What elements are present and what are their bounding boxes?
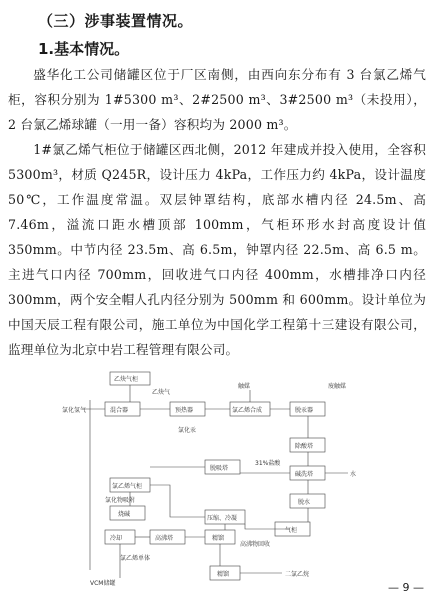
label-mixer: 混合器 bbox=[110, 407, 129, 414]
paragraph-1: 盛华化工公司储罐区位于厂区南侧，由西向东分布有 3 台氯乙烯气柜，容积分别为 1#5300 m³、2#2500 m³、3#2500 m³（未投用），2 台氯乙烯球罐（一用一备）容积均为 2000 m³。 bbox=[8, 67, 426, 132]
label-water: 水 bbox=[350, 471, 357, 478]
label-acid: 氯化汞 bbox=[178, 427, 197, 434]
label-dichloro: 二氯乙烷 bbox=[285, 571, 310, 578]
label-prereactor: 预热器 bbox=[175, 407, 194, 414]
label-degas: 脱水 bbox=[298, 499, 311, 506]
label-alkali: 碱洗塔 bbox=[295, 471, 314, 478]
label-vcm-out: VCM储罐 bbox=[90, 580, 116, 587]
label-desorber: 脱吸塔 bbox=[210, 465, 229, 472]
label-hcl-gas: 氯化氢气 bbox=[62, 407, 87, 414]
label-hcl31: 31%盐酸 bbox=[255, 460, 281, 467]
label-compressor: 压缩、冷凝 bbox=[207, 515, 238, 522]
label-acetylene: 乙炔气柜 bbox=[114, 376, 139, 383]
label-holder: 气柜 bbox=[285, 527, 298, 534]
label-rectify: 精馏 bbox=[217, 571, 230, 578]
label-lightend: 高沸物回收 bbox=[240, 541, 271, 548]
label-water-wash: 脱汞器 bbox=[295, 407, 314, 414]
label-storage-side: 氯化物吸附 bbox=[105, 497, 136, 504]
page-number: — 9 — bbox=[388, 581, 424, 594]
section-title: （三）涉事装置情况。 bbox=[38, 12, 194, 30]
label-cool: 冷却 bbox=[110, 535, 123, 542]
label-mercury: 废触媒 bbox=[328, 383, 347, 390]
label-dehydr: 除酸塔 bbox=[295, 443, 314, 450]
label-converter: 氯乙烯合成 bbox=[232, 407, 263, 414]
label-high-boil: 高沸塔 bbox=[155, 535, 174, 542]
label-acetylene-gas: 乙炔气 bbox=[152, 389, 171, 396]
label-vcm-product: 氯乙烯单体 bbox=[120, 555, 151, 562]
process-flow-diagram bbox=[60, 370, 370, 590]
label-catalyst: 触媒 bbox=[238, 383, 251, 390]
label-refine: 精馏 bbox=[212, 535, 225, 542]
label-vinyl-tank: 氯乙烯气柜 bbox=[112, 483, 143, 490]
paragraph-2: 1#氯乙烯气柜位于储罐区西北侧，2012 年建成并投入使用，全容积 5300m³，材质 Q245R，设计压力 4kPa，工作压力约 4kPa，设计温度 50℃，工作温度常温。双层钟罩结构，底部水槽内径 24.5m、高 7.46m，溢流口距水槽顶部 100mm，气柜环形水封高度设计值 350mm。中节内径 23.5m、高 6.5m，钟罩内径 22.5m、高 6.5 m。主进气口内径 700mm，回收进气口内径 400mm，水槽排净口内径 300mm，两个安全帽人孔内径分别为 500mm 和 600mm。设计单位为中国天辰工程有限公司，施工单位为中国化学工程第十三建设有限公司，监理单位为北京中岩工程管理有限公司。 bbox=[8, 142, 426, 357]
subsection-title: 1.基本情况。 bbox=[38, 40, 130, 58]
label-caustic: 烧碱 bbox=[118, 511, 131, 518]
